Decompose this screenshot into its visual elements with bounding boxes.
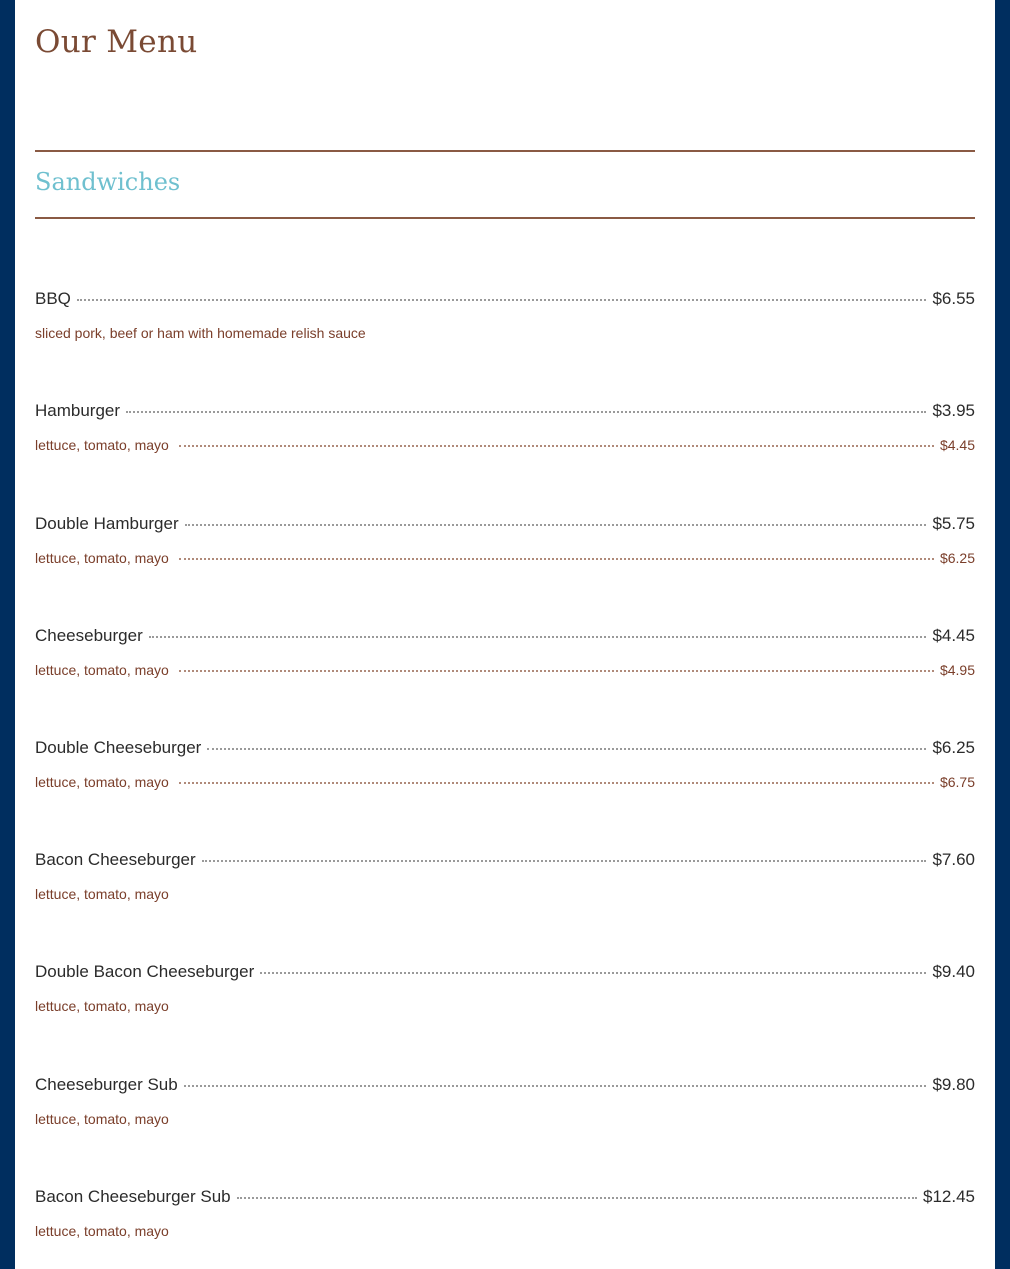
menu-item xyxy=(35,289,975,341)
menu-item xyxy=(35,1075,975,1127)
menu-item-desc-row xyxy=(35,325,975,345)
menu-item-desc-row xyxy=(35,1223,975,1243)
menu-item-name-row xyxy=(35,738,975,764)
menu-item-desc-row xyxy=(35,662,975,682)
menu-item-description: lettuce, tomato, mayo xyxy=(35,550,169,566)
menu-item-price: $12.45 xyxy=(923,1187,975,1206)
dot-leader xyxy=(126,411,926,413)
dot-leader xyxy=(207,748,926,750)
menu-item-name: Double Hamburger xyxy=(35,514,179,533)
menu-page xyxy=(15,0,995,1269)
dot-leader xyxy=(77,299,927,301)
menu-item-name: BBQ xyxy=(35,289,71,308)
dot-leader xyxy=(179,782,934,784)
menu-item-name-row xyxy=(35,514,975,540)
dot-leader xyxy=(179,558,934,560)
menu-item-price: $9.80 xyxy=(932,1075,975,1094)
dot-leader xyxy=(149,636,927,638)
menu-item-name-row xyxy=(35,1075,975,1101)
menu-item-name: Bacon Cheeseburger Sub xyxy=(35,1187,231,1206)
menu-item-desc-row xyxy=(35,1111,975,1131)
menu-item xyxy=(35,626,975,678)
menu-item-description: lettuce, tomato, mayo xyxy=(35,1111,169,1127)
menu-item-alt-price: $4.95 xyxy=(939,662,975,678)
section-title-sandwiches: Sandwiches xyxy=(35,168,181,196)
menu-item-name: Hamburger xyxy=(35,401,121,420)
menu-item-price: $4.45 xyxy=(932,626,975,645)
menu-item-name-row xyxy=(35,1187,975,1213)
menu-item-name-row xyxy=(35,401,975,427)
menu-item-name-row xyxy=(35,289,975,315)
menu-item-description: lettuce, tomato, mayo xyxy=(35,437,169,453)
dot-leader xyxy=(260,972,926,974)
menu-item-description: sliced pork, beef or ham with homemade relish sauce xyxy=(35,325,366,341)
menu-item-alt-price: $6.75 xyxy=(939,774,975,790)
menu-item xyxy=(35,850,975,902)
menu-item xyxy=(35,1187,975,1239)
menu-item-desc-row xyxy=(35,886,975,906)
menu-item-name: Cheeseburger Sub xyxy=(35,1075,178,1094)
menu-item-description: lettuce, tomato, mayo xyxy=(35,998,169,1014)
menu-item-name-row xyxy=(35,626,975,652)
dot-leader xyxy=(179,670,934,672)
menu-item-price: $9.40 xyxy=(932,962,975,981)
menu-item xyxy=(35,514,975,566)
menu-item-price: $6.25 xyxy=(932,738,975,757)
menu-item-name-row xyxy=(35,850,975,876)
section-divider-top xyxy=(35,150,975,152)
menu-item-price: $6.55 xyxy=(932,289,975,308)
menu-item-description: lettuce, tomato, mayo xyxy=(35,886,169,902)
menu-item xyxy=(35,738,975,790)
menu-item-description: lettuce, tomato, mayo xyxy=(35,1223,169,1239)
menu-item xyxy=(35,401,975,453)
menu-item-name-row xyxy=(35,962,975,988)
menu-item-description: lettuce, tomato, mayo xyxy=(35,662,169,678)
menu-item-price: $5.75 xyxy=(932,514,975,533)
menu-item-desc-row xyxy=(35,774,975,794)
menu-item-desc-row xyxy=(35,437,975,457)
menu-item-price: $7.60 xyxy=(932,850,975,869)
menu-item-price: $3.95 xyxy=(932,401,975,420)
menu-item-desc-row xyxy=(35,550,975,570)
menu-item-name: Bacon Cheeseburger xyxy=(35,850,196,869)
dot-leader xyxy=(184,1085,927,1087)
menu-item-alt-price: $6.25 xyxy=(939,550,975,566)
dot-leader xyxy=(237,1197,917,1199)
menu-item-name: Double Cheeseburger xyxy=(35,738,202,757)
menu-item xyxy=(35,962,975,1014)
menu-item-description: lettuce, tomato, mayo xyxy=(35,774,169,790)
dot-leader xyxy=(202,860,927,862)
dot-leader xyxy=(179,445,934,447)
dot-leader xyxy=(185,524,927,526)
section-divider-bottom xyxy=(35,217,975,219)
menu-item-name: Double Bacon Cheeseburger xyxy=(35,962,255,981)
menu-item-name: Cheeseburger xyxy=(35,626,143,645)
menu-item-alt-price: $4.45 xyxy=(939,437,975,453)
menu-item-desc-row xyxy=(35,998,975,1018)
page-title: Our Menu xyxy=(35,24,198,60)
